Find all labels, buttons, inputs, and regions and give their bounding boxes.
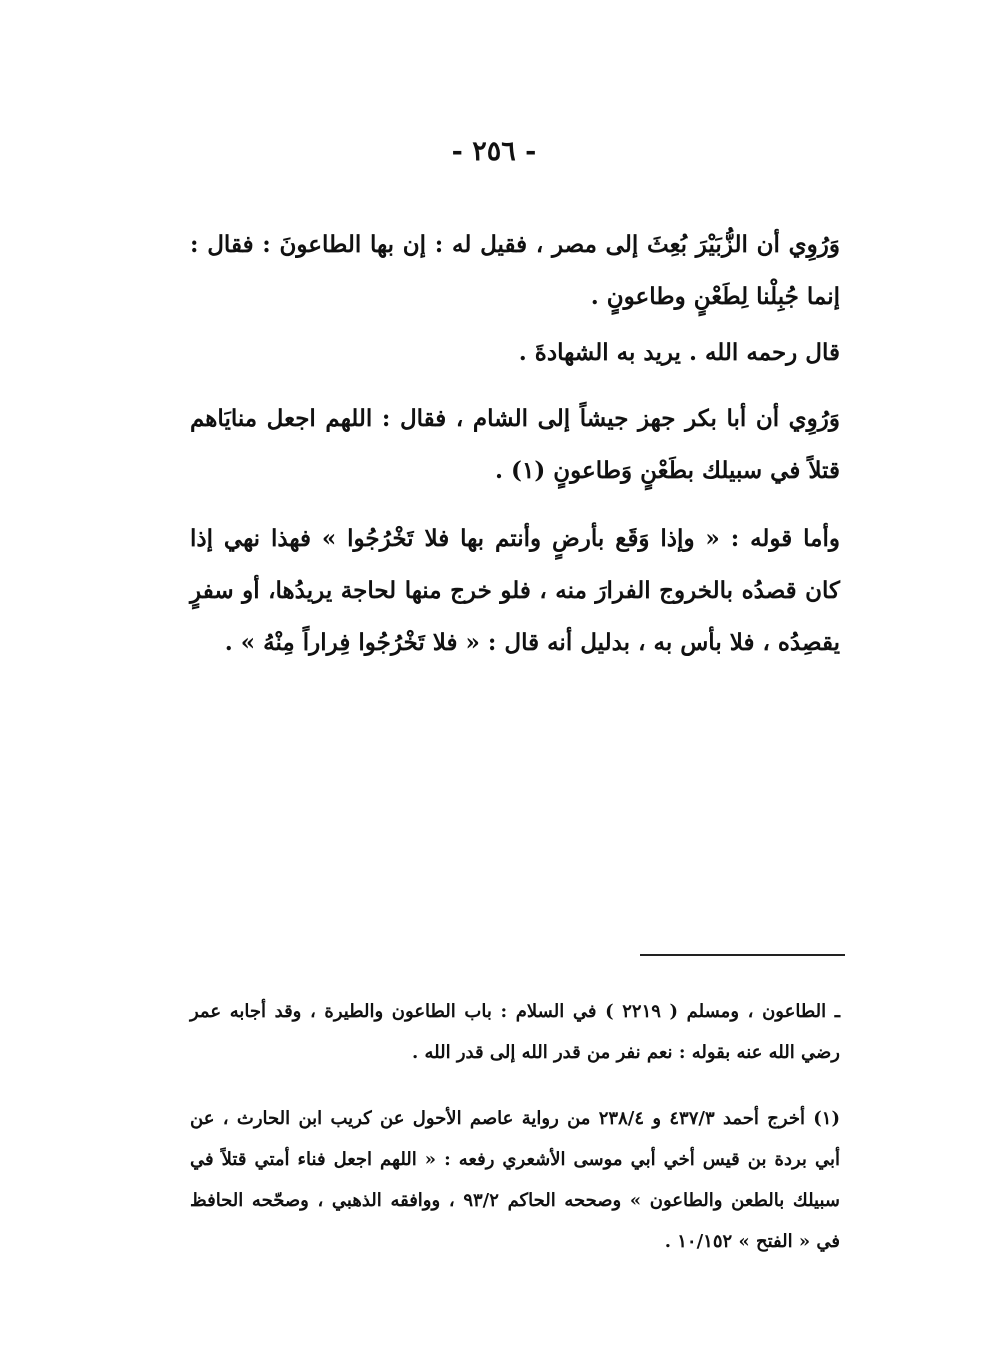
- body-paragraph-4: وأما قوله : « وإذا وَقَع بأرضٍ وأنتم بها فلا تَخْرُجُوا » فهذا نهي إذا كان قصدُه بالخروج الفرارَ منه ، فلو خرج منها لحاجة يريدُها، أو سفرٍ يقصِدُه ، فلا بأس به ، بدليل أنه قال : « فلا تَخْرُجُوا فِراراً مِنْهُ » .: [190, 525, 840, 656]
- body-paragraph-2: قال رحمه الله . يريد به الشهادةَ .: [518, 339, 840, 366]
- body-paragraph-3: وَرُوِي أن أبا بكر جهز جيشاً إلى الشام ، فقال : اللهم اجعل منايَاهم قتلاً في سبيلك بطَعْنٍ وَطاعونٍ (١) .: [190, 405, 840, 484]
- footnote-continuation: ـ الطاعون ، ومسلم ( ٢٢١٩ ) في السلام : باب الطاعون والطيرة ، وقد أجابه عمر رضي الله عنه بقوله : نعم نفر من قدر الله إلى قدر الله .: [190, 1001, 840, 1063]
- footnote-1: (١) أخرج أحمد ٤٣٧/٣ و ٢٣٨/٤ من رواية عاصم الأحول عن كريب ابن الحارث ، عن أبي بردة بن قيس أخي أبي موسى الأشعري رفعه : « اللهم اجعل فناء أمتي قتلاً في سبيلك بالطعن والطاعون » وصححه الحاكم ٩٣/٢ ، ووافقه الذهبي ، وصحّحه الحافظ في « الفتح » ١٠/١٥٢ .: [190, 1108, 840, 1252]
- body-paragraph-1: وَرُوِي أن الزُّبَيْرَ بُعِثَ إلى مصر ، فقيل له : إن بها الطاعونَ : فقال : إنما جُبِلْنا لِطَعْنٍ وطاعونٍ .: [190, 231, 840, 310]
- footnote-divider: [640, 954, 845, 956]
- page-number: - ٢٥٦ -: [451, 136, 537, 167]
